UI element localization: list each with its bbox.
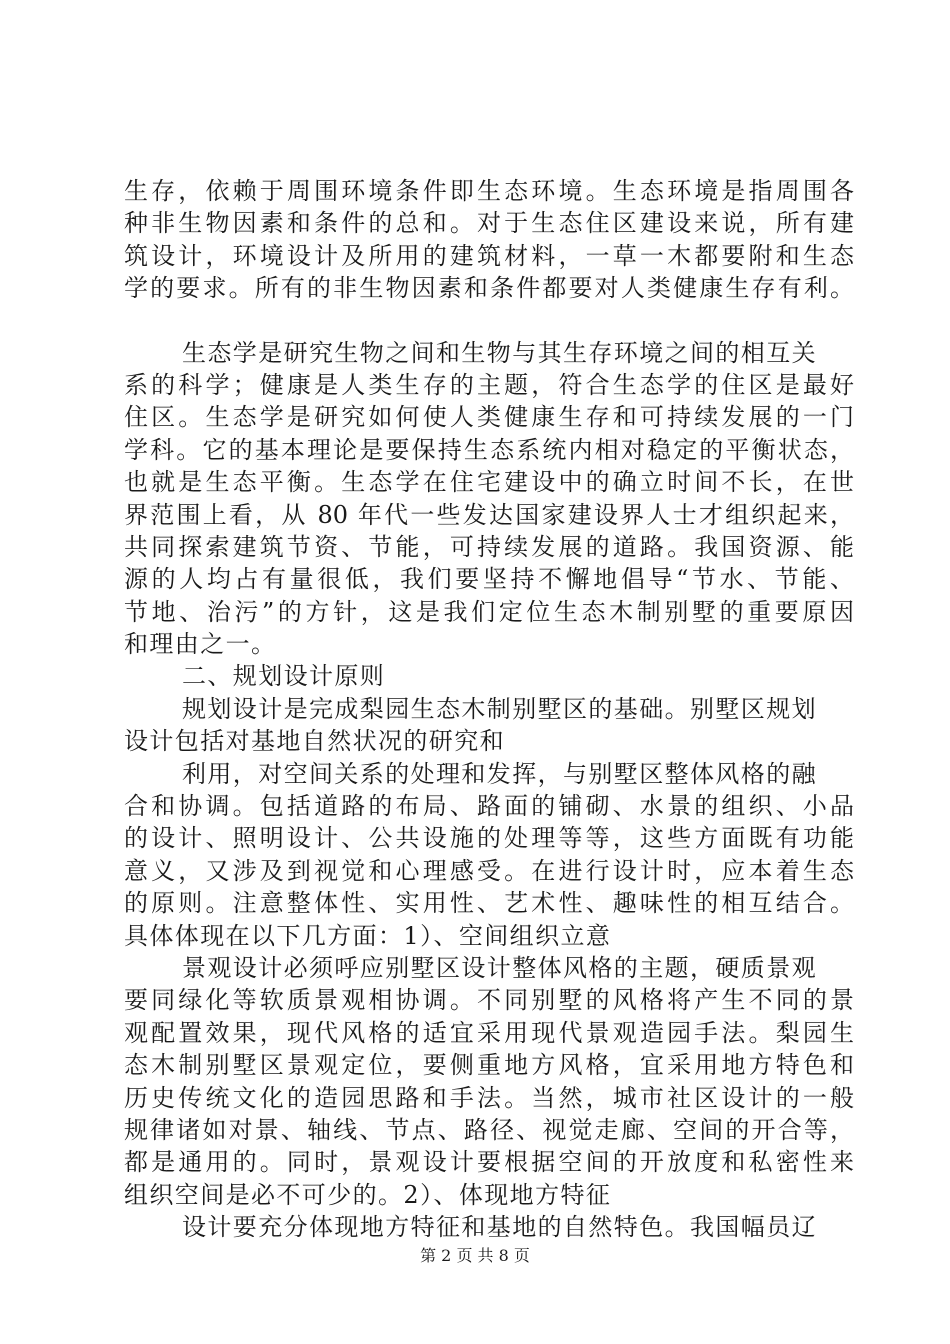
text-line: 意义，又涉及到视觉和心理感受。在进行设计时，应本着生态 — [124, 856, 854, 885]
page-footer — [0, 1243, 950, 1266]
text-line: 住区。生态学是研究如何使人类健康生存和可持续发展的一门 — [124, 403, 854, 432]
text-line: 生态学是研究生物之间和生物与其生存环境之间的相互关 — [182, 338, 817, 367]
text-line: 要同绿化等软质景观相协调。不同别墅的风格将产生不同的景 — [124, 986, 854, 1015]
text-line: 共同探索建筑节资、节能，可持续发展的道路。我国资源、能 — [124, 532, 854, 561]
text-line: 规划设计是完成梨园生态木制别墅区的基础。别墅区规划 — [182, 694, 817, 723]
text-line: 系的科学；健康是人类生存的主题，符合生态学的住区是最好 — [124, 370, 854, 399]
paragraph-6 — [124, 1211, 854, 1243]
page-number-label: 第 2 页 共 8 页 — [420, 1246, 530, 1265]
text-line: 和理由之一。 — [124, 630, 277, 659]
text-line: 合和协调。包括道路的布局、路面的铺砌、水景的组织、小品 — [124, 792, 854, 821]
text-line: 观配置效果，现代风格的适宜采用现代景观造园手法。梨园生 — [124, 1018, 854, 1047]
text-line: 设计要充分体现地方特征和基地的自然特色。我国幅员辽 — [182, 1213, 817, 1242]
text-line: 的设计、照明设计、公共设施的处理等等，这些方面既有功能 — [124, 824, 854, 853]
paragraph-gap — [124, 305, 854, 337]
text-line: 历史传统文化的造园思路和手法。当然，城市社区设计的一般 — [124, 1083, 854, 1112]
text-line: 的原则。注意整体性、实用性、艺术性、趣味性的相互结合。 — [124, 889, 854, 918]
text-line: 也就是生态平衡。生态学在住宅建设中的确立时间不长，在世 — [124, 468, 854, 497]
text-line: 源的人均占有量很低，我们要坚持不懈地倡导“节水、节能、 — [124, 565, 854, 594]
text-line: 景观设计必须呼应别墅区设计整体风格的主题，硬质景观 — [182, 953, 817, 982]
paragraph-3 — [124, 693, 854, 758]
text-line: 界范围上看，从 80 年代一些发达国家建设界人士才组织起来， — [124, 500, 854, 529]
text-line: 节地、治污”的方针，这是我们定位生态木制别墅的重要原因 — [124, 597, 854, 626]
text-line: 学的要求。所有的非生物因素和条件都要对人类健康生存有利。 — [124, 274, 854, 303]
paragraph-4 — [124, 758, 854, 952]
text-line: 筑设计，环境设计及所用的建筑材料，一草一木都要附和生态 — [124, 241, 854, 270]
text-line: 学科。它的基本理论是要保持生态系统内相对稳定的平衡状态， — [124, 435, 854, 464]
text-line: 设计包括对基地自然状况的研究和 — [124, 727, 505, 756]
text-line: 组织空间是必不可少的。2）、体现地方特征 — [124, 1180, 612, 1209]
body-text — [124, 175, 854, 1244]
text-line: 态木制别墅区景观定位，要侧重地方风格，宜采用地方特色和 — [124, 1051, 854, 1080]
paragraph-2 — [124, 337, 854, 661]
text-line: 利用，对空间关系的处理和发挥，与别墅区整体风格的融 — [182, 759, 817, 788]
paragraph-5 — [124, 952, 854, 1211]
text-line: 具体体现在以下几方面：1）、空间组织立意 — [124, 921, 612, 950]
text-line: 种非生物因素和条件的总和。对于生态住区建设来说，所有建 — [124, 209, 854, 238]
paragraph-1 — [124, 175, 854, 305]
text-line: 规律诸如对景、轴线、节点、路径、视觉走廊、空间的开合等， — [124, 1115, 854, 1144]
text-line: 都是通用的。同时，景观设计要根据空间的开放度和私密性来 — [124, 1148, 854, 1177]
section-heading: 二、规划设计原则 — [182, 662, 386, 691]
text-line: 生存，依赖于周围环境条件即生态环境。生态环境是指周围各 — [124, 177, 854, 205]
